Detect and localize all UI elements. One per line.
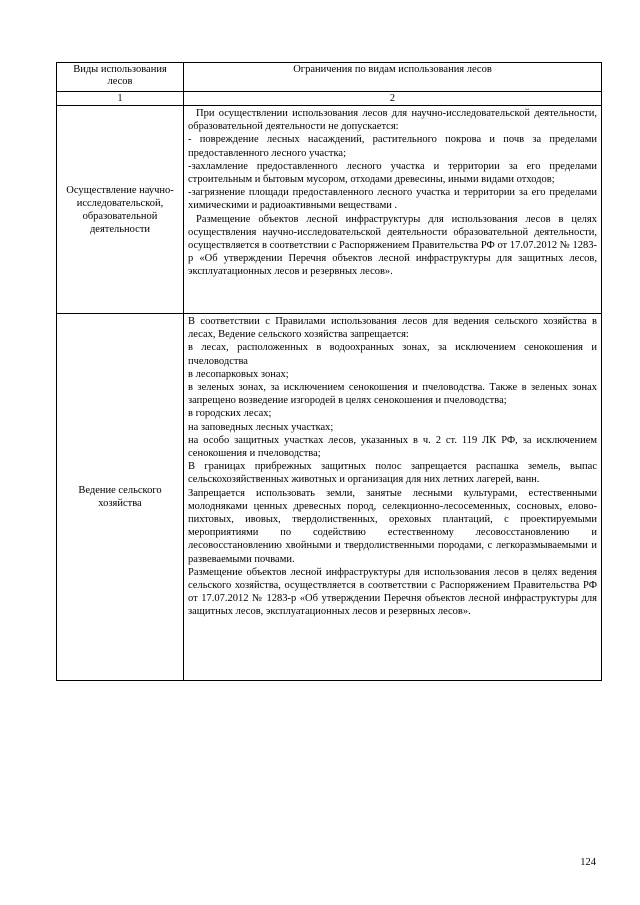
paragraph: Запрещается использовать земли, занятые лесными культурами, естественными молодняками ценных древесных пород, селекционно-лесосеменных, сосновых, елово-пихтовых, ивовых, твердолиственных, ореховых плантаций, с проектируемыми мероприятиями по содействию естественному лесовосстановлению и лесовосстановлению хвойными и твердолиственными породами, с легкоразмываемыми и развеваемыми почвами. [188,487,597,565]
forest-use-restrictions-table [56,62,602,681]
paragraph: на особо защитных участках лесов, указанных в ч. 2 ст. 119 ЛК РФ, за исключением сенокошения и пчеловодства; [188,434,597,460]
paragraph: Размещение объектов лесной инфраструктуры для использования лесов в целях осуществления научно-исследовательской деятельности образовательной деятельности, осуществляется в соответствии с Распоряжением Правительства РФ от 17.07.2012 № 1283-р «Об утверждении Перечня объектов лесной инфраструктуры для защитных лесов, эксплуатационных лесов и резервных лесов». [188,213,597,278]
paragraph: в лесопарковых зонах; [188,368,289,380]
table-row [57,106,602,314]
paragraph: - повреждение лесных насаждений, растительного покрова и почв за пределами предоставленного лесного участка; [188,134,597,159]
table-header-row [57,63,602,92]
column-number-2: 2 [184,92,602,106]
header-restrictions: Ограничения по видам использования лесов [184,63,602,92]
page-number: 124 [580,857,596,868]
paragraph: При осуществлении использования лесов для научно-исследовательской деятельности, образовательной деятельности не допускается: [188,108,597,133]
paragraph: В соответствии с Правилами использования лесов для ведения сельского хозяйства в лесах, Ведение сельского хозяйства запрещается: [188,316,597,341]
restrictions-research-education [184,106,602,314]
paragraph: в городских лесах; [188,408,272,420]
paragraph: Размещение объектов лесной инфраструктуры для использования лесов в целях ведения сельского хозяйства, осуществляется в соответствии с Распоряжением Правительства РФ от 17.07.2012 № 1283-р «Об утверждении Перечня объектов лесной инфраструктуры для защитных лесов, эксплуатационных лесов и резервных лесов». [188,566,597,618]
use-type-agriculture: Ведение сельского хозяйства [57,314,184,681]
restrictions-agriculture [184,314,602,681]
paragraph: В границах прибрежных защитных полос запрещается распашка земель, выпас сельскохозяйственных животных и организация для них летних лагерей, ванн. [188,461,597,486]
paragraph: на заповедных лесных участках; [188,421,334,433]
table-row [57,314,602,681]
column-number-1: 1 [57,92,184,106]
paragraph: -загрязнение площади предоставленного лесного участка и территории за его пределами химическими и радиоактивными веществами . [188,187,597,212]
paragraph: в зеленых зонах, за исключением сенокошения и пчеловодства. Также в зеленых зонах запрещено возведение изгородей в целях сенокошения и пчеловодства; [188,382,597,407]
paragraph: -захламление предоставленного лесного участка и территории за его пределами строительным и бытовым мусором, отходами древесины, иными видами отходов; [188,160,597,186]
header-forest-use-types: Виды использования лесов [57,63,184,92]
use-type-research-education: Осуществление научно-исследовательской, образовательной деятельности [57,106,184,314]
column-numbering-row [57,92,602,106]
paragraph: в лесах, расположенных в водоохранных зонах, за исключением сенокошения и пчеловодства [188,342,597,367]
